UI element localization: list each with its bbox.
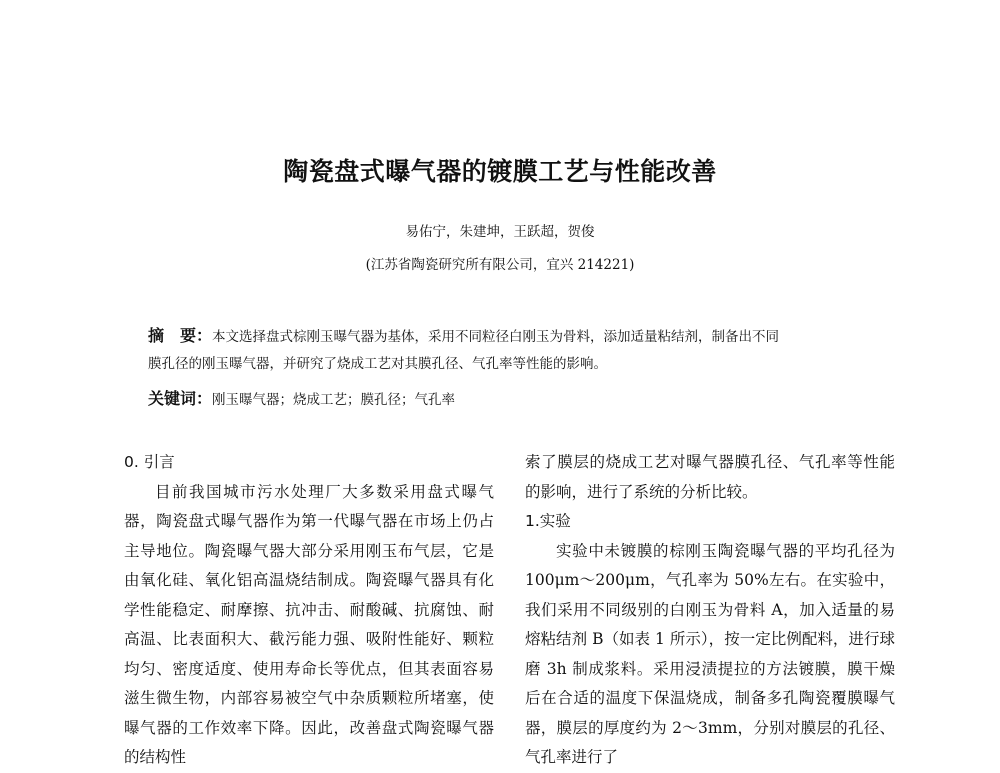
abstract-text-line2: 膜孔径的刚玉曝气器，并研究了烧成工艺对其膜孔径、气孔率等性能的影响。 (148, 356, 607, 372)
author-list: 易佑宁，朱建坤，王跃超，贺俊 (405, 224, 595, 240)
keywords-text: 刚玉曝气器；烧成工艺；膜孔径；气孔率 (212, 392, 456, 408)
affiliation: (江苏省陶瓷研究所有限公司，宜兴 214221) (365, 257, 635, 273)
keywords-block (148, 386, 878, 409)
section-heading-experiment: 1.实验 (525, 512, 571, 530)
intro-paragraph: 目前我国城市污水处理厂大多数采用盘式曝气器，陶瓷盘式曝气器作为第一代曝气器在市场上仍占主导地位。陶瓷曝气器大部分采用刚玉布气层，它是由氧化硅、氧化铝高温烧结制成。陶瓷曝气器具有化学性能稳定、耐摩擦、抗冲击、耐酸碱、抗腐蚀、耐高温、比表面积大、截污能力强、吸附性能好、颗粒均匀、密度适度、使用寿命长等优点，但其表面容易滋生微生物，内部容易被空气中杂质颗粒所堵塞，使曝气器的工作效率下降。因此，改善盘式陶瓷曝气器的结构性 (124, 482, 494, 766)
experiment-paragraph: 实验中未镀膜的棕刚玉陶瓷曝气器的平均孔径为 100μm～200μm，气孔率为 50%左右。在实验中，我们采用不同级别的白刚玉为骨料 A，加入适量的易熔粘结剂 B（如表 1 所示），按一定比例配料，进行球磨 3h 制成浆料。采用浸渍提拉的方法镀膜，膜干燥后在合适的温度下保温烧成，制备多孔陶瓷覆膜曝气器，膜层的厚度约为 2～3mm，分别对膜层的孔径、气孔率进行了 (525, 541, 895, 766)
abstract-label: 摘 要： (148, 326, 213, 345)
abstract-block (148, 322, 878, 378)
section-heading-intro: 0. 引言 (124, 453, 175, 471)
intro-continuation: 索了膜层的烧成工艺对曝气器膜孔径、气孔率等性能的影响，进行了系统的分析比较。 (525, 453, 895, 501)
right-column (525, 448, 895, 773)
abstract-text-line1: 本文选择盘式棕刚玉曝气器为基体，采用不同粒径白刚玉为骨料，添加适量粘结剂，制备出不同 (212, 329, 780, 345)
paper-title: 陶瓷盘式曝气器的镀膜工艺与性能改善 (283, 157, 717, 186)
keywords-label: 关键词： (148, 389, 213, 408)
left-column (124, 448, 494, 773)
